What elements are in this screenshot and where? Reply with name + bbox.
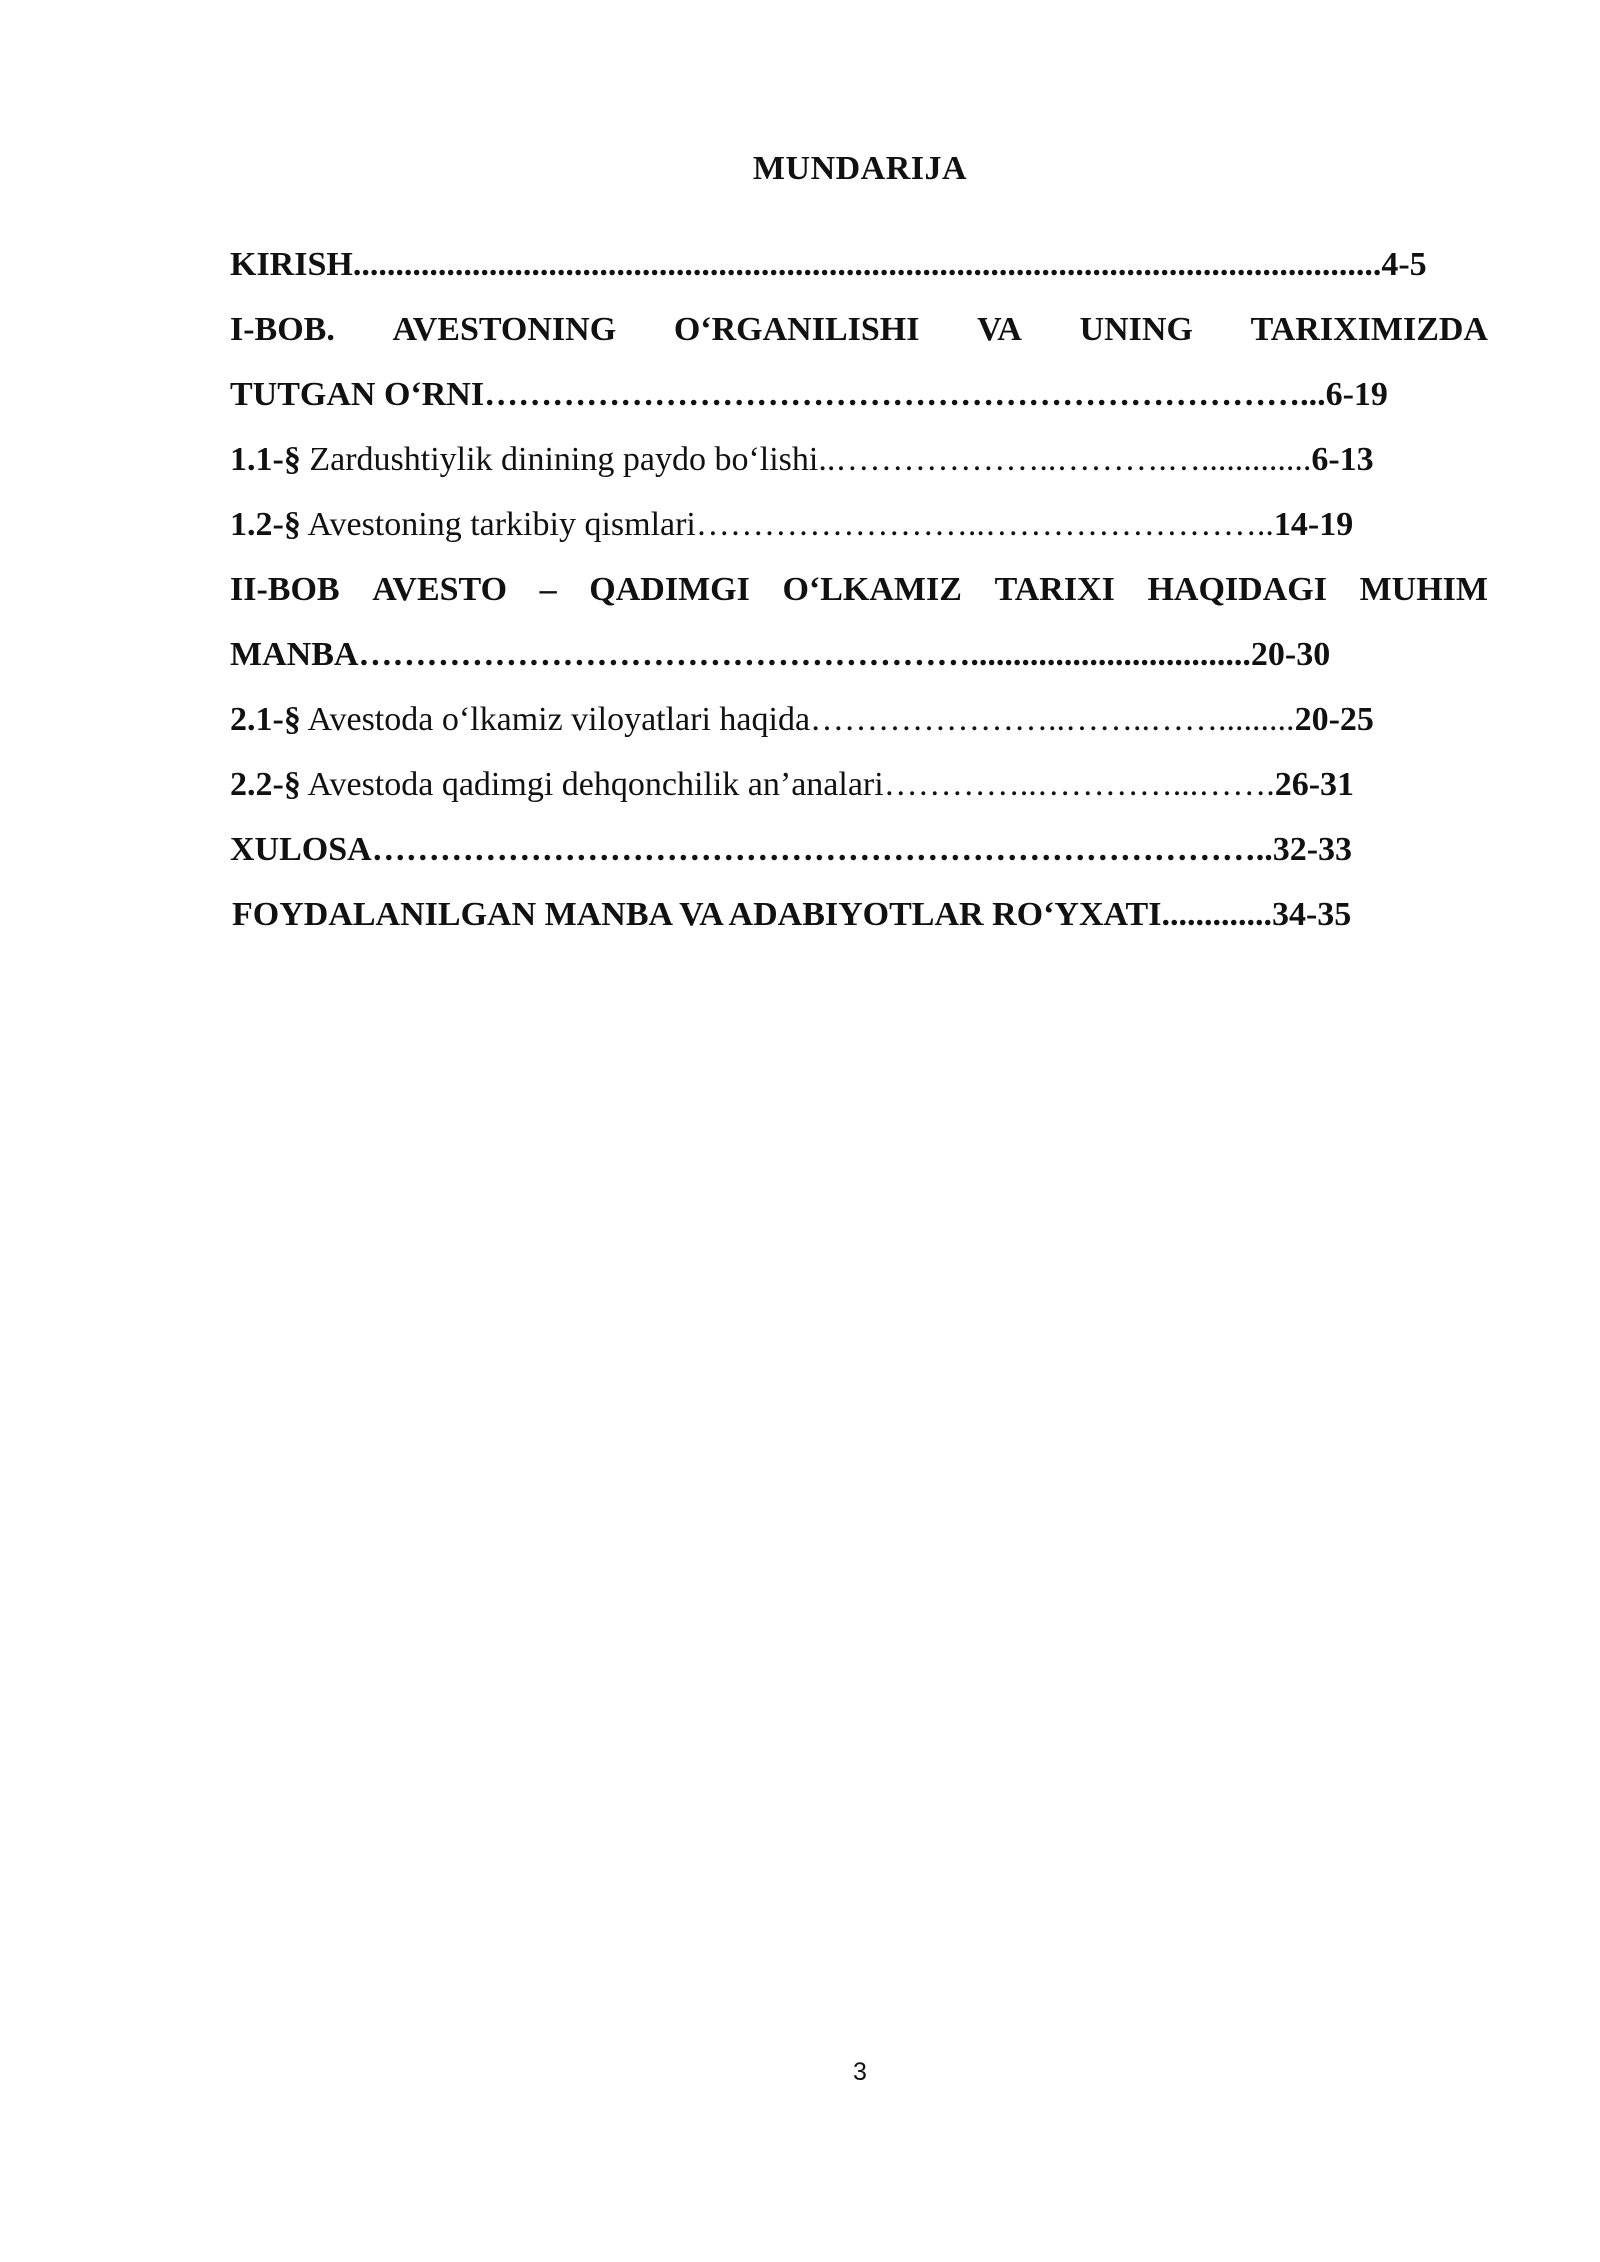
toc-word: VA (977, 311, 1022, 348)
toc-entry-xulosa: XULOSA……………………………………………………………………..32-33 (230, 831, 1353, 868)
toc-entry-chapter-2-title (230, 565, 1488, 615)
toc-entry-bibliography: FOYDALANILGAN MANBA VA ADABIYOTLAR RO‘YXATI.............34-35 (232, 896, 1352, 933)
toc-entry-section-2-2 (230, 760, 1354, 810)
section-number: 1.2-§ (230, 506, 301, 543)
toc-entry-section-2-1 (230, 695, 1374, 745)
section-title: Avestoda o‘lkamiz viloyatlari haqida…………………..……..……......... (300, 701, 1295, 738)
toc-word: O‘RGANILISHI (673, 311, 920, 348)
toc-entry-chapter-1-continuation (230, 370, 1388, 420)
section-number: 1.1-§ (230, 441, 301, 478)
toc-word: UNING (1079, 311, 1193, 348)
section-title: Avestoning tarkibiy qismlari……………………..…………………….. (300, 506, 1274, 543)
section-number: 2.2-§ (230, 766, 301, 803)
section-title: Avestoda qadimgi dehqonchilik an’analari…………..…………...……. (300, 766, 1275, 803)
toc-word: TARIXIMIZDA (1250, 311, 1488, 348)
toc-word: TARIXI (994, 571, 1115, 608)
toc-word: – (539, 571, 557, 608)
section-number: 2.1-§ (230, 701, 301, 738)
section-pages: 14-19 (1273, 506, 1354, 543)
toc-text: TUTGAN O‘RNI………………………………………………………………...6-19 (230, 376, 1388, 413)
toc-word: O‘LKAMIZ (782, 571, 962, 608)
section-title: Zardushtiylik dinining paydo bo‘lishi..………………..……….…............. (300, 441, 1312, 478)
toc-word: AVESTONING (392, 311, 617, 348)
section-pages: 20-25 (1294, 701, 1374, 738)
toc-word: MUHIM (1359, 571, 1488, 608)
toc-word: I-BOB. (230, 311, 335, 348)
toc-entry-section-1-1 (230, 435, 1374, 485)
toc-word: AVESTO (372, 571, 508, 608)
toc-word: QADIMGI (589, 571, 750, 608)
toc-entry-chapter-2-continuation (230, 630, 1330, 680)
toc-text: MANBA……………………………………………….................................20-30 (230, 636, 1331, 673)
toc-word: HAQIDAGI (1147, 571, 1327, 608)
section-pages: 26-31 (1274, 766, 1355, 803)
toc-word: II-BOB (230, 571, 340, 608)
page-number: 3 (853, 2058, 867, 2086)
toc-entry-section-1-2 (230, 500, 1353, 550)
page-title: MUNDARIJA (752, 150, 968, 187)
toc-entry-kirish: KIRISH.........................................................................................................................4-5 (230, 246, 1427, 283)
toc-entry-chapter-1-title (230, 305, 1488, 355)
section-pages: 6-13 (1311, 441, 1374, 478)
